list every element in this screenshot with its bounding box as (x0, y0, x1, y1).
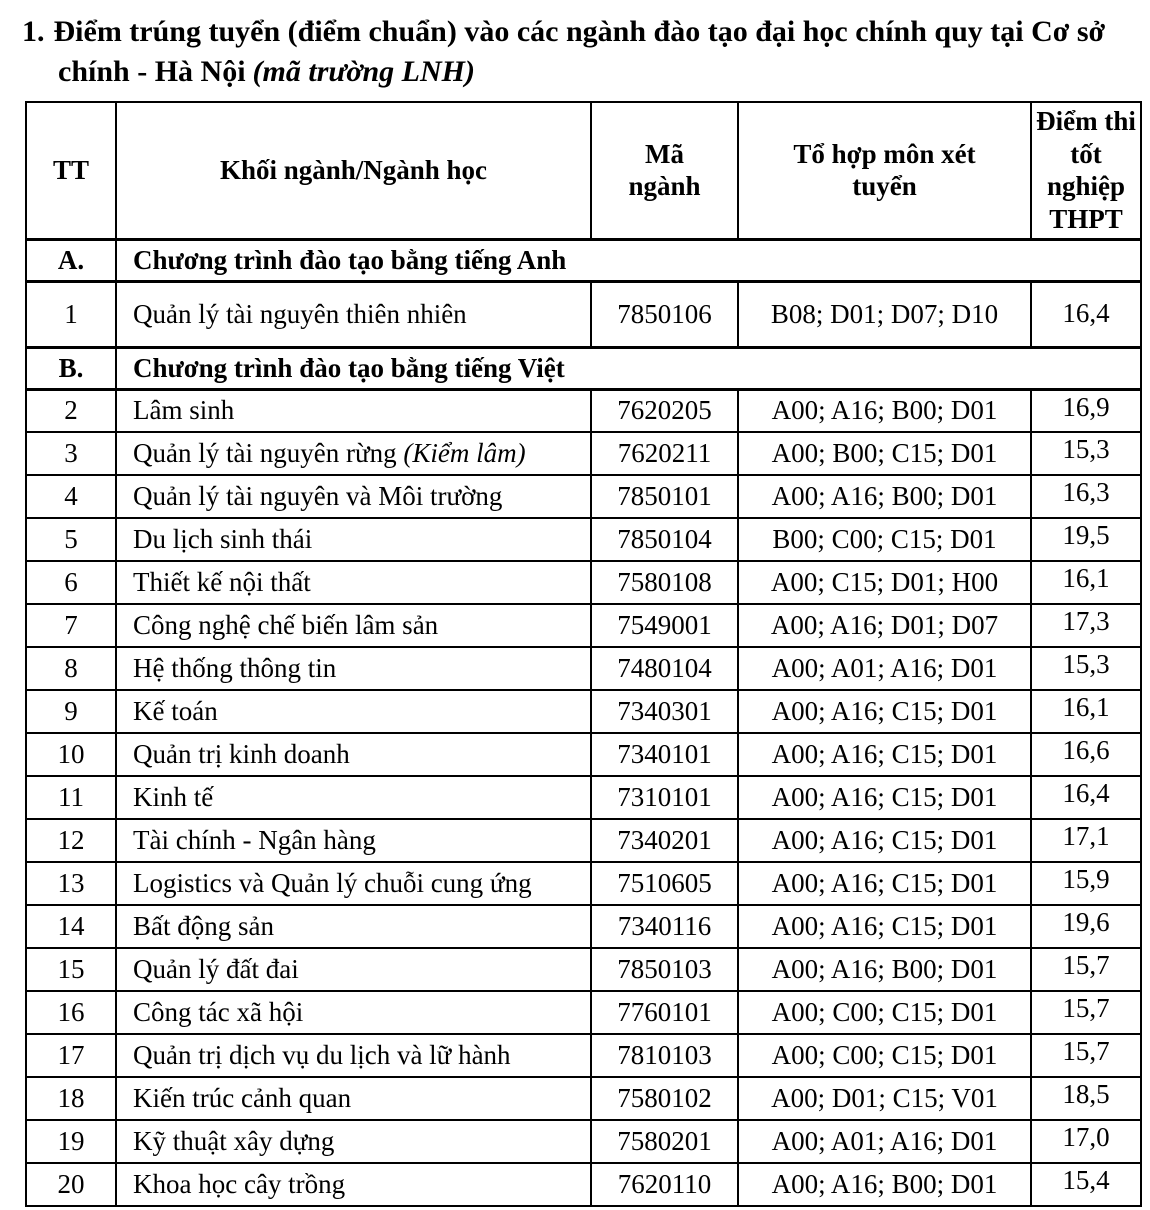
row-number: 16 (26, 991, 116, 1034)
table-row (26, 1163, 1141, 1206)
table-row (26, 561, 1141, 604)
row-number: 5 (26, 518, 116, 561)
table-row (26, 1077, 1141, 1120)
header-major: Khối ngành/Ngành học (116, 102, 591, 239)
admission-score: 17,1 (1031, 819, 1141, 862)
major-code: 7580201 (591, 1120, 738, 1163)
row-number: 12 (26, 819, 116, 862)
admission-score: 16,4 (1031, 776, 1141, 819)
major-code: 7850104 (591, 518, 738, 561)
major-code: 7580108 (591, 561, 738, 604)
major-name: Kiến trúc cảnh quan (116, 1077, 591, 1120)
major-name-italic: (Kiểm lâm) (403, 438, 526, 469)
major-code: 7510605 (591, 862, 738, 905)
title-number: 1. (22, 15, 45, 48)
subject-combinations: A00; B00; C15; D01 (738, 432, 1031, 475)
table-body (26, 239, 1141, 1206)
row-number: 19 (26, 1120, 116, 1163)
header-score: Điểm thi tốt nghiệp THPT (1031, 102, 1141, 239)
subject-combinations: A00; A16; B00; D01 (738, 1163, 1031, 1206)
table-row (26, 604, 1141, 647)
major-name: Du lịch sinh thái (116, 518, 591, 561)
header-tt: TT (26, 102, 116, 239)
admission-score: 15,7 (1031, 1034, 1141, 1077)
row-number: 13 (26, 862, 116, 905)
admission-score: 15,7 (1031, 991, 1141, 1034)
subject-combinations: A00; A16; C15; D01 (738, 733, 1031, 776)
row-number: 10 (26, 733, 116, 776)
header-code: Mã ngành (591, 102, 738, 239)
major-name: Quản lý đất đai (116, 948, 591, 991)
table-row (26, 475, 1141, 518)
major-code: 7620211 (591, 432, 738, 475)
major-name: Khoa học cây trồng (116, 1163, 591, 1206)
row-number: 3 (26, 432, 116, 475)
major-name: Lâm sinh (116, 389, 591, 432)
admission-score: 16,6 (1031, 733, 1141, 776)
major-code: 7850106 (591, 281, 738, 347)
table-row (26, 733, 1141, 776)
subject-combinations: A00; A01; A16; D01 (738, 647, 1031, 690)
major-code: 7340201 (591, 819, 738, 862)
admission-score: 16,1 (1031, 690, 1141, 733)
major-name: Kinh tế (116, 776, 591, 819)
major-code: 7580102 (591, 1077, 738, 1120)
major-code: 7480104 (591, 647, 738, 690)
title-school-code: (mã trường LNH) (252, 54, 475, 88)
major-code: 7340116 (591, 905, 738, 948)
section-title: Chương trình đào tạo bằng tiếng Việt (116, 347, 1141, 389)
major-code: 7340301 (591, 690, 738, 733)
major-code: 7620110 (591, 1163, 738, 1206)
admission-score: 15,7 (1031, 948, 1141, 991)
table-row (26, 819, 1141, 862)
major-code: 7850103 (591, 948, 738, 991)
admission-score: 16,1 (1031, 561, 1141, 604)
subject-combinations: A00; A16; C15; D01 (738, 819, 1031, 862)
subject-combinations: A00; A01; A16; D01 (738, 1120, 1031, 1163)
admission-score: 17,3 (1031, 604, 1141, 647)
major-code: 7310101 (591, 776, 738, 819)
subject-combinations: A00; A16; B00; D01 (738, 389, 1031, 432)
section-label: A. (26, 239, 116, 281)
row-number: 2 (26, 389, 116, 432)
subject-combinations: A00; C15; D01; H00 (738, 561, 1031, 604)
major-code: 7810103 (591, 1034, 738, 1077)
admission-score: 17,0 (1031, 1120, 1141, 1163)
table-row (26, 389, 1141, 432)
table-header (26, 102, 1141, 239)
major-name: Hệ thống thông tin (116, 647, 591, 690)
major-code: 7340101 (591, 733, 738, 776)
subject-combinations: A00; A16; D01; D07 (738, 604, 1031, 647)
table-row (26, 647, 1141, 690)
table-row (26, 281, 1141, 347)
admission-score: 15,4 (1031, 1163, 1141, 1206)
table-row (26, 991, 1141, 1034)
row-number: 18 (26, 1077, 116, 1120)
row-number: 17 (26, 1034, 116, 1077)
major-code: 7760101 (591, 991, 738, 1034)
row-number: 1 (26, 281, 116, 347)
subject-combinations: B00; C00; C15; D01 (738, 518, 1031, 561)
major-name: Quản lý tài nguyên và Môi trường (116, 475, 591, 518)
subject-combinations: A00; D01; C15; V01 (738, 1077, 1031, 1120)
table-row (26, 1120, 1141, 1163)
table-row (26, 948, 1141, 991)
subject-combinations: A00; A16; B00; D01 (738, 948, 1031, 991)
subject-combinations: A00; C00; C15; D01 (738, 1034, 1031, 1077)
subject-combinations: A00; A16; B00; D01 (738, 475, 1031, 518)
table-row (26, 1034, 1141, 1077)
header-row (26, 102, 1141, 239)
section-row (26, 239, 1141, 281)
row-number: 4 (26, 475, 116, 518)
row-number: 8 (26, 647, 116, 690)
major-name: Quản lý tài nguyên thiên nhiên (116, 281, 591, 347)
row-number: 11 (26, 776, 116, 819)
section-title: Chương trình đào tạo bằng tiếng Anh (116, 239, 1141, 281)
subject-combinations: A00; A16; C15; D01 (738, 862, 1031, 905)
major-name: Thiết kế nội thất (116, 561, 591, 604)
admission-score: 15,9 (1031, 862, 1141, 905)
admission-score: 15,3 (1031, 647, 1141, 690)
section-label: B. (26, 347, 116, 389)
admission-score: 18,5 (1031, 1077, 1141, 1120)
major-name: Công nghệ chế biến lâm sản (116, 604, 591, 647)
row-number: 15 (26, 948, 116, 991)
subject-combinations: A00; A16; C15; D01 (738, 690, 1031, 733)
major-code: 7620205 (591, 389, 738, 432)
major-name: Kỹ thuật xây dựng (116, 1120, 591, 1163)
major-name: Kế toán (116, 690, 591, 733)
admission-score: 19,5 (1031, 518, 1141, 561)
major-name: Logistics và Quản lý chuỗi cung ứng (116, 862, 591, 905)
table-row (26, 776, 1141, 819)
page-title (22, 12, 1136, 91)
admission-score: 16,3 (1031, 475, 1141, 518)
admission-score: 16,4 (1031, 281, 1141, 347)
section-row (26, 347, 1141, 389)
subject-combinations: A00; A16; C15; D01 (738, 776, 1031, 819)
table-row (26, 432, 1141, 475)
admission-score: 15,3 (1031, 432, 1141, 475)
subject-combinations: A00; A16; C15; D01 (738, 905, 1031, 948)
major-name: Tài chính - Ngân hàng (116, 819, 591, 862)
major-name: Quản trị kinh doanh (116, 733, 591, 776)
major-code: 7850101 (591, 475, 738, 518)
major-code: 7549001 (591, 604, 738, 647)
admission-scores-table (25, 101, 1142, 1207)
table-row (26, 862, 1141, 905)
major-name: Bất động sản (116, 905, 591, 948)
table-row (26, 905, 1141, 948)
major-name: Quản trị dịch vụ du lịch và lữ hành (116, 1034, 591, 1077)
admission-score: 16,9 (1031, 389, 1141, 432)
header-combos: Tổ hợp môn xét tuyển (738, 102, 1031, 239)
row-number: 6 (26, 561, 116, 604)
table-row (26, 518, 1141, 561)
row-number: 20 (26, 1163, 116, 1206)
admission-score: 19,6 (1031, 905, 1141, 948)
major-name: Quản lý tài nguyên rừng (Kiểm lâm) (116, 432, 591, 475)
row-number: 14 (26, 905, 116, 948)
title-text: Điểm trúng tuyển (điểm chuẩn) vào các ngành đào tạo đại học chính quy tại Cơ sở chính - Hà Nội (53, 15, 1106, 88)
row-number: 9 (26, 690, 116, 733)
subject-combinations: A00; C00; C15; D01 (738, 991, 1031, 1034)
row-number: 7 (26, 604, 116, 647)
major-name: Công tác xã hội (116, 991, 591, 1034)
subject-combinations: B08; D01; D07; D10 (738, 281, 1031, 347)
table-row (26, 690, 1141, 733)
